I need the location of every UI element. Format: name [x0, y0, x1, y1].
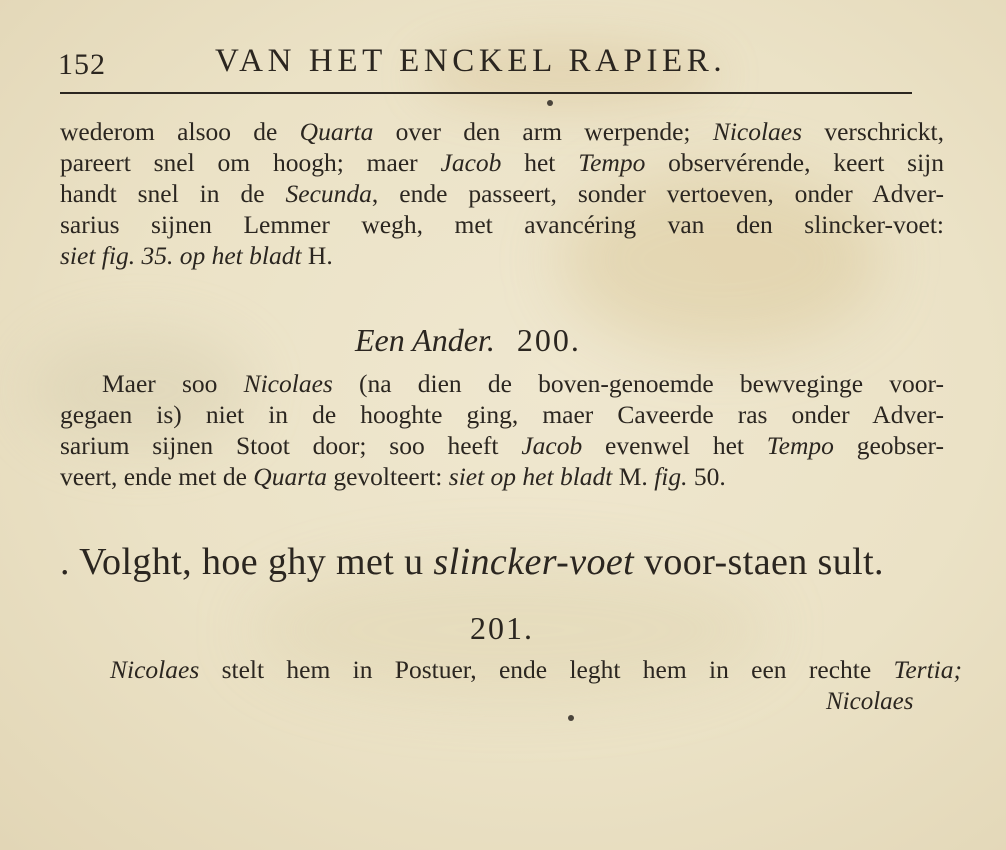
heading-text-after: voor-staen sult.	[634, 541, 884, 583]
page-number: 152	[58, 48, 106, 81]
text-run: 50.	[687, 462, 726, 491]
ink-speck	[547, 100, 553, 106]
italic-run: siet op het bladt	[448, 462, 613, 491]
text-run: evenwel het	[582, 431, 767, 460]
heading-title: Een Ander.	[355, 322, 495, 358]
italic-run: Nicolaes	[110, 655, 200, 684]
text-run: stelt hem in Postuer, ende leght hem in een rechte	[199, 655, 894, 684]
text-run: veert, ende met de	[60, 462, 254, 491]
text-line	[60, 430, 944, 461]
text-run: sarium sijnen Stoot door; soo heeft	[60, 431, 522, 460]
text-run: het	[501, 148, 579, 177]
text-line	[60, 116, 944, 147]
text-line	[60, 368, 944, 399]
italic-run: Tempo	[578, 148, 646, 177]
text-run: sarius sijnen Lemmer wegh, met avancéring van den slincker-voet:	[60, 210, 944, 239]
running-header	[58, 40, 912, 80]
text-run: observérende, keert sijn	[645, 148, 944, 177]
ink-speck	[568, 715, 574, 721]
section-number: 201.	[470, 610, 534, 646]
italic-run: Secunda	[285, 179, 372, 208]
text-line	[60, 399, 944, 430]
text-line	[60, 240, 944, 271]
text-line	[60, 461, 944, 492]
text-run: verschrickt,	[802, 117, 945, 146]
heading-text-italic: slincker-voet	[433, 541, 635, 583]
running-head-title: VAN HET ENCKEL RAPIER.	[215, 43, 727, 79]
header-rule	[60, 92, 912, 94]
text-line	[60, 178, 944, 209]
section-heading-een-ander	[355, 322, 581, 359]
italic-run: Tempo	[766, 431, 834, 460]
italic-run: siet fig. 35. op het bladt	[60, 241, 302, 270]
text-run: geobser-	[833, 431, 944, 460]
heading-text-before: . Volght, hoe ghy met u	[60, 541, 434, 583]
italic-run: Quarta	[299, 117, 374, 146]
italic-run: Quarta	[253, 462, 327, 491]
paragraph-2	[60, 368, 944, 492]
italic-run: Nicolaes	[243, 369, 333, 398]
text-run: over den arm werpende;	[373, 117, 713, 146]
italic-run: Jacob	[521, 431, 583, 460]
heading-number: 200.	[516, 322, 581, 358]
italic-run: fig.	[654, 462, 688, 491]
text-line	[60, 209, 944, 240]
text-run: H.	[301, 241, 333, 270]
section-heading-volght	[60, 540, 944, 584]
italic-run: Tertia;	[893, 655, 962, 684]
paragraph-1	[60, 116, 944, 271]
text-line	[60, 147, 944, 178]
text-run: , ende passeert, sonder vertoeven, onder Adver-	[371, 179, 944, 208]
text-run: gegaen is) niet in de hooghte ging, maer Caveerde ras onder Adver-	[60, 400, 944, 429]
catchword: Nicolaes	[826, 688, 914, 715]
text-run: M.	[612, 462, 655, 491]
text-run: pareert snel om hoogh; maer	[60, 148, 441, 177]
text-run: wederom alsoo de	[60, 117, 300, 146]
text-run: gevolteert:	[326, 462, 449, 491]
text-run: Maer soo	[102, 369, 244, 398]
text-run: handt snel in de	[60, 179, 286, 208]
text-run: (na dien de boven-genoemde bewveginge voor-	[332, 369, 944, 398]
italic-run: Jacob	[440, 148, 502, 177]
paragraph-3	[110, 655, 962, 685]
italic-run: Nicolaes	[712, 117, 803, 146]
